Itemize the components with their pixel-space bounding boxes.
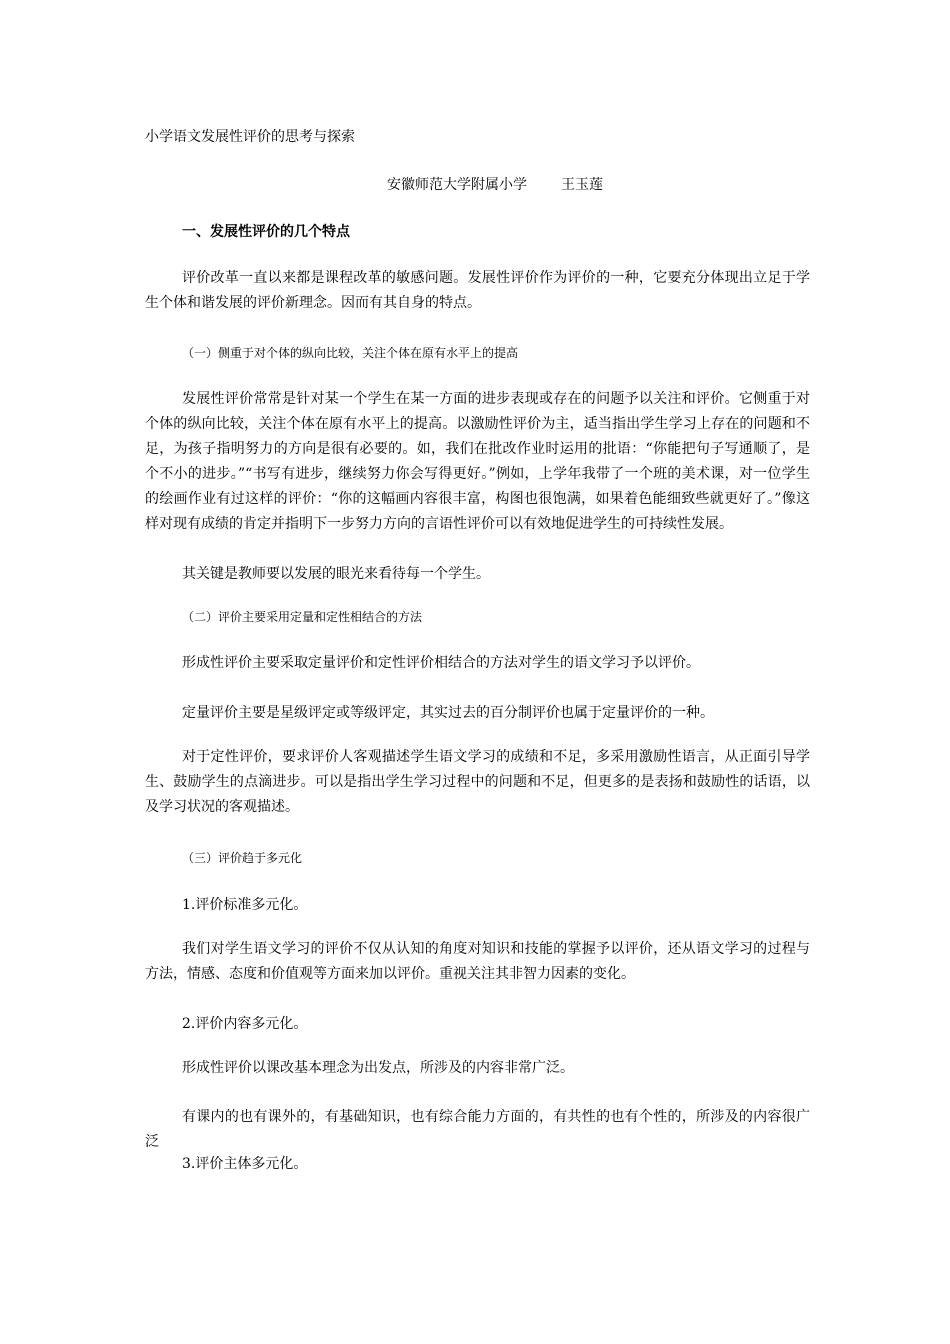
list-item-1: 1.评价标准多元化。 (182, 897, 308, 913)
paragraph-sub2-b: 定量评价主要是星级评定或等级评定，其实过去的百分制评价也属于定量评价的一种。 (182, 705, 714, 721)
subsection-heading-3: （三）评价趋于多元化 (182, 851, 303, 865)
paragraph-item2-b: 有课内的也有课外的，有基础知识，也有综合能力方面的，有共性的也有个性的，所涉及的内容很广泛 (145, 1109, 810, 1150)
author-name: 王玉莲 (561, 177, 603, 193)
paragraph-sub2-c: 对于定性评价，要求评价人客观描述学生语文学习的成绩和不足，多采用激励性语言，从正面引导学生、鼓励学生的点滴进步。可以是指出学生学习过程中的问题和不足，但更多的是表扬和鼓励性的话语，以及学习状况的客观描述。 (145, 749, 810, 815)
section-heading-1: 一、发展性评价的几个特点 (182, 224, 350, 240)
byline (387, 175, 603, 195)
paragraph-intro: 评价改革一直以来都是课程改革的敏感问题。发展性评价作为评价的一种，它要充分体现出立足于学生个体和谐发展的评价新理念。因而有其自身的特点。 (145, 270, 810, 311)
subsection-heading-1: （一）侧重于对个体的纵向比较，关注个体在原有水平上的提高 (182, 346, 519, 360)
paragraph-item2-a: 形成性评价以课改基本理念为出发点，所涉及的内容非常广泛。 (182, 1060, 574, 1076)
affiliation: 安徽师范大学附属小学 (387, 177, 527, 193)
paragraph-sub2-a: 形成性评价主要采取定量评价和定性评价相结合的方法对学生的语文学习予以评价。 (182, 655, 700, 671)
list-item-3: 3.评价主体多元化。 (182, 1156, 308, 1172)
paragraph-sub1-b: 其关键是教师要以发展的眼光来看待每一个学生。 (182, 566, 490, 582)
paragraph-sub1-a: 发展性评价常常是针对某一个学生在某一方面的进步表现或存在的问题予以关注和评价。它侧重于对个体的纵向比较，关注个体在原有水平上的提高。以激励性评价为主，适当指出学生学习上存在的问题和不足，为孩子指明努力的方向是很有必要的。如，我们在批改作业时运用的批语：“你能把句子写通顺了，是个不小的进步。”“书写有进步，继续努力你会写得更好。”例如，上学年我带了一个班的美术课，对一位学生的绘画作业有过这样的评价：“你的这幅画内容很丰富，构图也很饱满，如果着色能细致些就更好了。”像这样对现有成绩的肯定并指明下一步努力方向的言语性评价可以有效地促进学生的可持续性发展。 (145, 391, 810, 532)
list-item-2: 2.评价内容多元化。 (182, 1016, 308, 1032)
paragraph-item1: 我们对学生语文学习的评价不仅从认知的角度对知识和技能的掌握予以评价，还从语文学习的过程与方法，情感、态度和价值观等方面来加以评价。重视关注其非智力因素的变化。 (145, 941, 810, 982)
document-title: 小学语文发展性评价的思考与探索 (145, 129, 355, 145)
subsection-heading-2: （二）评价主要采用定量和定性相结合的方法 (182, 610, 423, 624)
